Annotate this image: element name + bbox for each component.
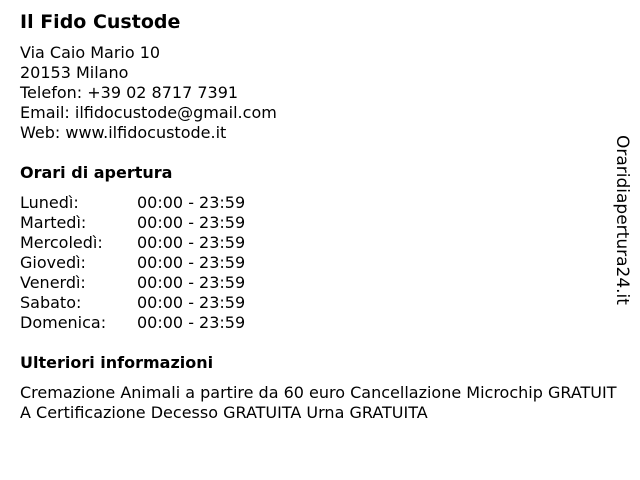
hours-row-tuesday — [20, 213, 620, 233]
day-label: Venerdì: — [20, 273, 86, 292]
hours-row-wednesday — [20, 233, 620, 253]
time-range: 00:00 - 23:59 — [137, 293, 246, 312]
day-label: Sabato: — [20, 293, 82, 312]
hours-row-thursday — [20, 253, 620, 273]
address-street: Via Caio Mario 10 — [20, 43, 161, 62]
day-label: Domenica: — [20, 313, 107, 332]
opening-hours-heading: Orari di apertura — [20, 163, 173, 182]
time-range: 00:00 - 23:59 — [137, 213, 246, 232]
time-range: 00:00 - 23:59 — [137, 313, 246, 332]
business-name: Il Fido Custode — [20, 11, 181, 33]
day-label: Martedì: — [20, 213, 87, 232]
web-line: Web: www.ilfidocustode.it — [20, 123, 227, 142]
time-range: 00:00 - 23:59 — [137, 193, 246, 212]
hours-row-monday — [20, 193, 620, 213]
time-range: 00:00 - 23:59 — [137, 273, 246, 292]
hours-row-saturday — [20, 293, 620, 313]
day-label: Giovedì: — [20, 253, 86, 272]
day-label: Mercoledì: — [20, 233, 103, 252]
contact-block — [20, 43, 620, 143]
business-card — [20, 10, 620, 423]
time-range: 00:00 - 23:59 — [137, 253, 246, 272]
site-watermark: Oraridiapertura24.it — [612, 135, 632, 305]
phone-line: Telefon: +39 02 8717 7391 — [20, 83, 239, 102]
hours-row-sunday — [20, 313, 620, 333]
day-label: Lunedì: — [20, 193, 79, 212]
address-city: 20153 Milano — [20, 63, 129, 82]
time-range: 00:00 - 23:59 — [137, 233, 246, 252]
email-line: Email: ilfidocustode@gmail.com — [20, 103, 277, 122]
further-info-text: Cremazione Animali a partire da 60 euro Cancellazione Microchip GRATUITA Certificazione Decesso GRATUITA Urna GRATUITA — [20, 383, 617, 422]
further-info-heading: Ulteriori informazioni — [20, 353, 214, 372]
hours-row-friday — [20, 273, 620, 293]
opening-hours-table — [20, 193, 620, 333]
